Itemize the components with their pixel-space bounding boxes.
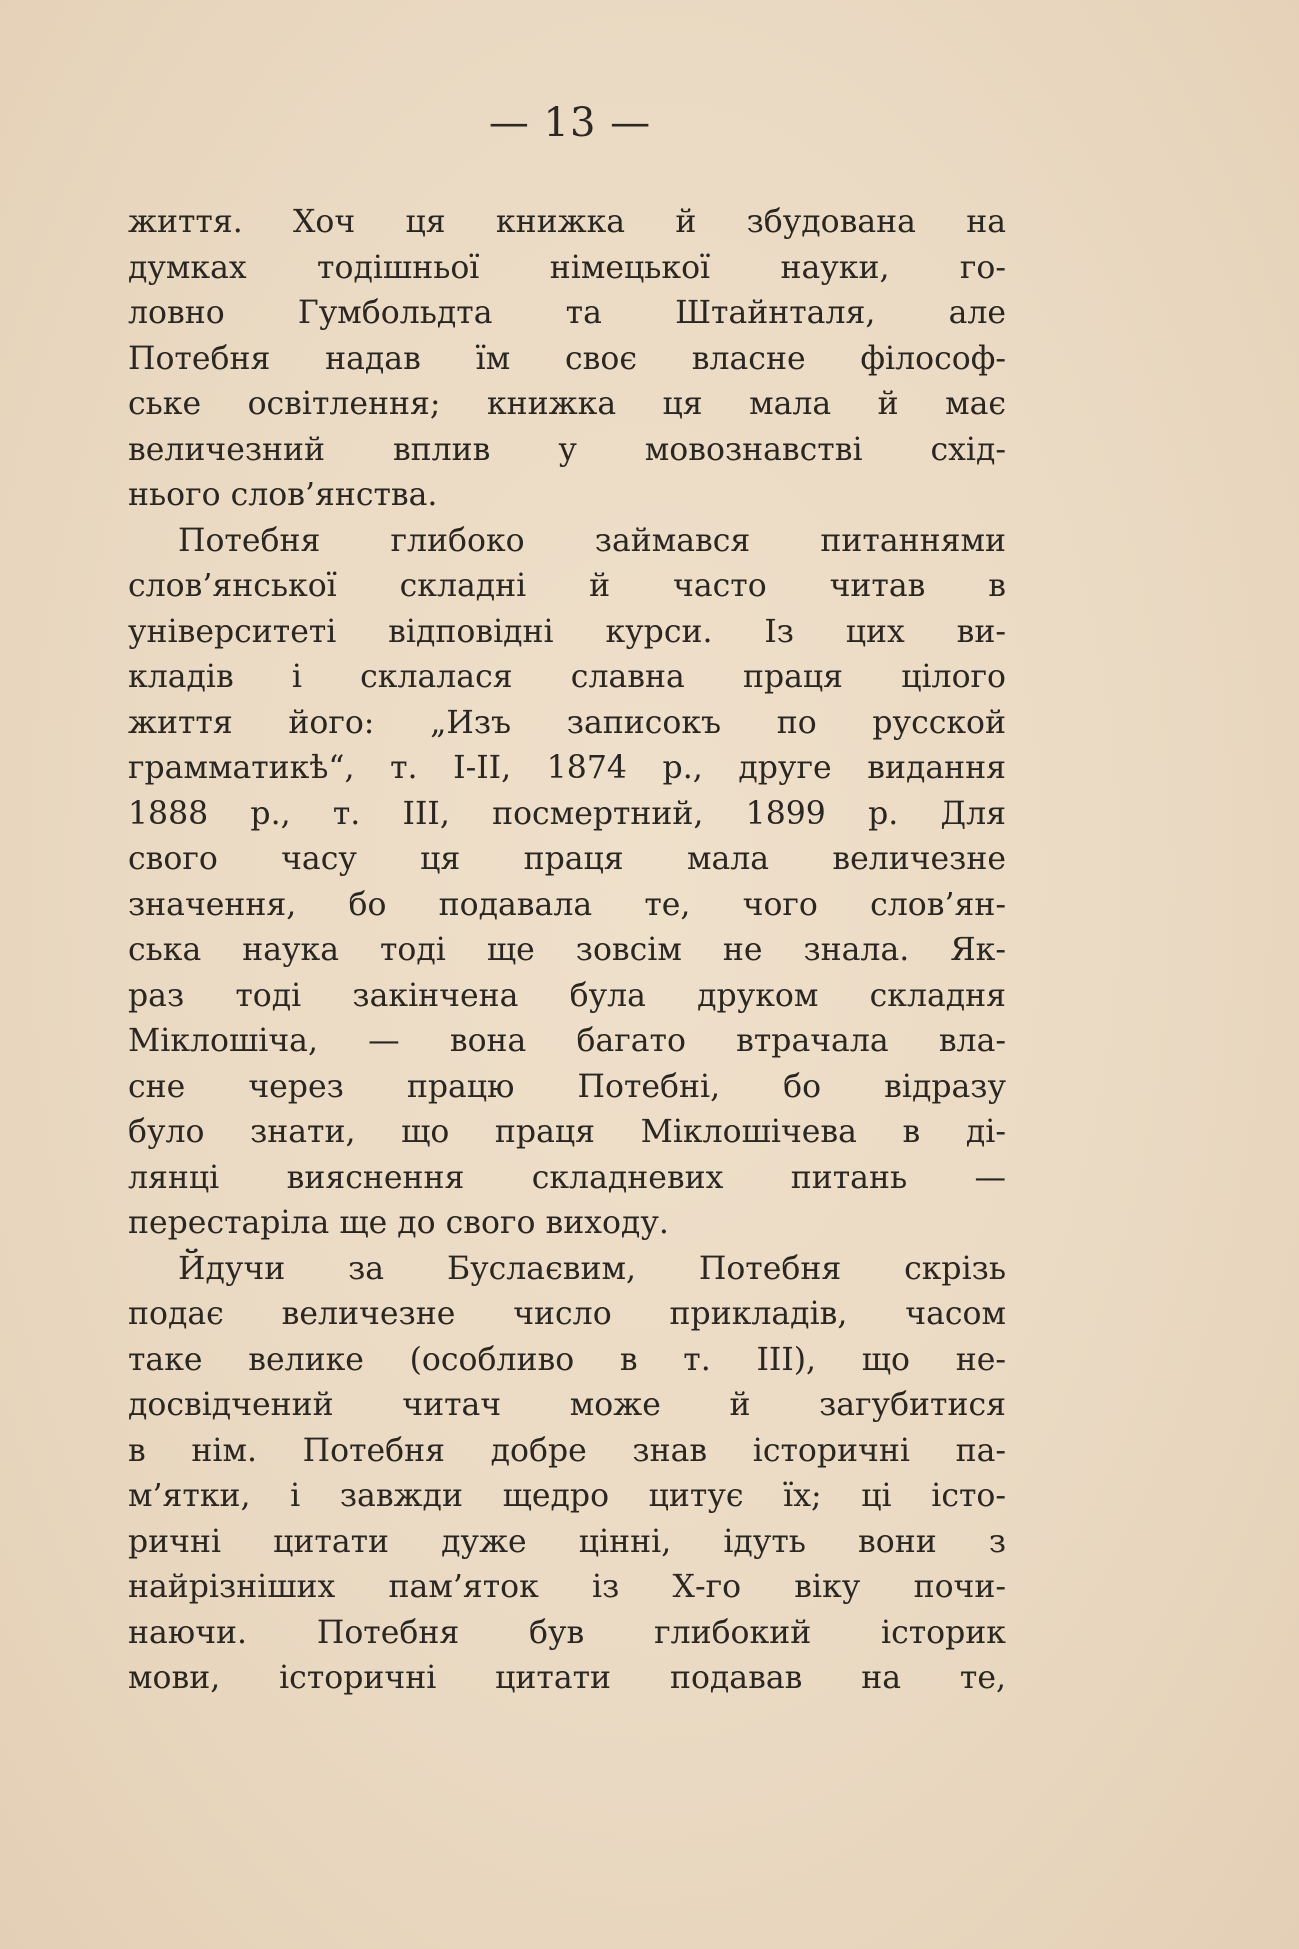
text-line: досвідчений читач може й загубитися [128,1387,1006,1423]
paragraph [128,519,1006,1247]
text-line: ське освітлення; книжка ця мала й має [128,386,1006,422]
text-line: в нім. Потебня добре знав історичні па- [128,1432,1006,1469]
text-line: раз тоді закінчена була друком складня [128,977,1006,1014]
text-line: ричні цитати дуже цінні, ідуть вони з [128,1523,1006,1560]
text-line: слов’янської складні й часто читав в [128,568,1006,604]
text-line: мови, історичні цитати подавав на те, [128,1660,1006,1696]
body-text [128,200,1006,1702]
page-number: — 13 — [488,100,652,146]
text-line: життя. Хоч ця книжка й збудована на [128,204,1006,240]
text-line: нього слов’янства. [128,477,438,513]
text-line: ська наука тоді ще зовсім не знала. Як- [128,932,1006,968]
text-line: свого часу ця праця мала величезне [128,841,1006,877]
text-line: Потебня глибоко займався питаннями [178,522,1006,559]
text-line: життя його: „Изъ записокъ по русской [128,704,1006,741]
text-line: кладів і склалася славна праця цілого [128,659,1006,695]
text-line: значення, бо подавала те, чого слов’ян- [128,886,1006,923]
text-line: величезний вплив у мовознавстві схід- [128,431,1006,468]
text-line: перестаріла ще до свого виходу. [128,1205,669,1241]
text-line: найрізніших пам’яток із Х-го віку почи- [128,1569,1006,1605]
text-line: подає величезне число прикладів, часом [128,1296,1006,1332]
text-line: лянці вияснення складневих питань — [128,1159,1006,1196]
text-line: було знати, що праця Міклошічева в ді- [128,1114,1006,1150]
text-line: грамматикѣ“, т. І-ІІ, 1874 р., друге видання [128,750,1006,786]
text-line: м’ятки, і завжди щедро цитує їх; ці істо- [128,1478,1006,1514]
text-line: таке велике (особливо в т. ІІІ), що не- [128,1341,1006,1378]
paragraph [128,1247,1006,1702]
text-line: сне через працю Потебні, бо відразу [128,1068,1006,1105]
text-line: ловно Гумбольдта та Штайнталя, але [128,295,1006,331]
text-line: думках тодішньої німецької науки, го- [128,249,1006,286]
text-line: Міклошіча, — вона багато втрачала вла- [128,1023,1006,1059]
text-line: Йдучи за Буслаєвим, Потебня скрізь [178,1250,1006,1287]
paragraph [128,200,1006,519]
text-line: університеті відповідні курси. Із цих ви- [128,613,1006,650]
text-line: 1888 р., т. ІІІ, посмертний, 1899 р. Для [128,795,1006,832]
text-line: Потебня надав їм своє власне філософ- [128,340,1006,377]
text-line: наючи. Потебня був глибокий історик [128,1614,1006,1651]
